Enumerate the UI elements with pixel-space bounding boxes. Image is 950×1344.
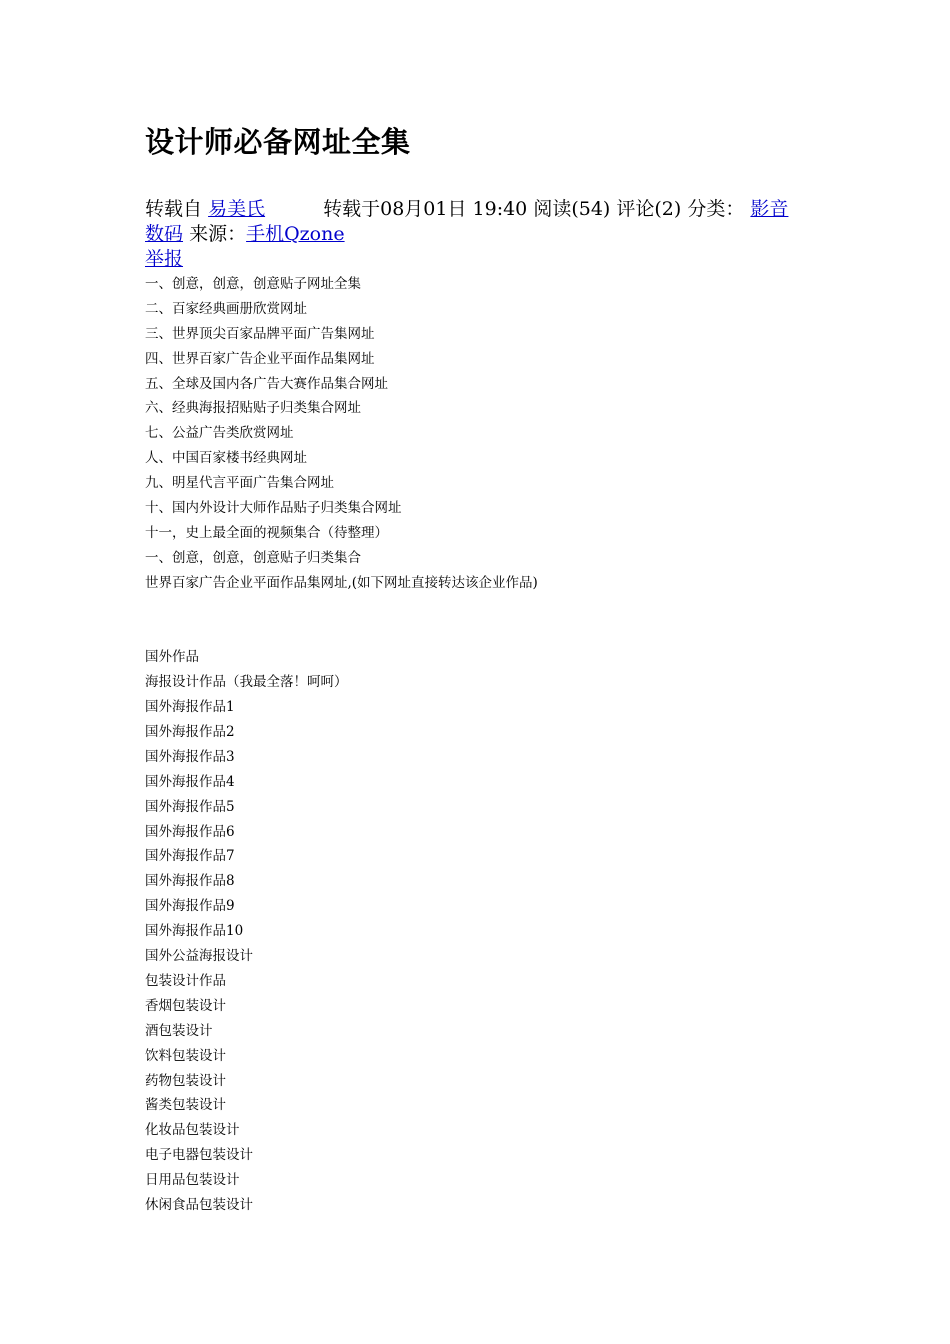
- works-item: 国外作品: [145, 649, 199, 666]
- works-item: 国外公益海报设计: [145, 948, 253, 965]
- works-item: 国外海报作品7: [145, 848, 235, 865]
- article-title: 设计师必备网址全集: [145, 125, 411, 159]
- toc-item: 十、国内外设计大师作品贴子归类集合网址: [145, 500, 402, 517]
- works-item: 化妆品包装设计: [145, 1122, 240, 1139]
- source-link[interactable]: 手机Qzone: [246, 223, 345, 245]
- article-meta: [145, 197, 805, 272]
- category-label: 分类：: [687, 198, 745, 220]
- toc-item: 人、中国百家楼书经典网址: [145, 450, 307, 467]
- works-item: 包装设计作品: [145, 972, 226, 989]
- works-item: 国外海报作品5: [145, 798, 235, 815]
- works-item: 饮料包装设计: [145, 1047, 226, 1064]
- reprint-time: 转载于08月01日 19:40: [323, 198, 528, 220]
- toc-item: 四、世界百家广告企业平面作品集网址: [145, 350, 375, 367]
- works-item: 国外海报作品6: [145, 823, 235, 840]
- works-item: 日用品包装设计: [145, 1172, 240, 1189]
- works-item: 酒包装设计: [145, 1022, 213, 1039]
- toc-item: 十一，史上最全面的视频集合（待整理）: [145, 524, 388, 541]
- works-item: 酱类包装设计: [145, 1097, 226, 1114]
- works-item: 国外海报作品2: [145, 724, 235, 741]
- blank-line: [145, 620, 538, 645]
- toc-item: 世界百家广告企业平面作品集网址,(如下网址直接转达该企业作品): [145, 574, 538, 591]
- blank-line: [145, 596, 538, 621]
- works-item: 国外海报作品9: [145, 898, 235, 915]
- works-item: 国外海报作品10: [145, 923, 244, 940]
- toc-item: 一、创意，创意，创意贴子归类集合: [145, 549, 361, 566]
- works-item: 香烟包装设计: [145, 997, 226, 1014]
- works-item: 国外海报作品1: [145, 699, 235, 716]
- works-item: 药物包装设计: [145, 1072, 226, 1089]
- toc-item: 九、明星代言平面广告集合网址: [145, 475, 334, 492]
- category-link[interactable]: 影音数码: [145, 198, 789, 245]
- works-item: 国外海报作品3: [145, 748, 235, 765]
- toc-item: 六、经典海报招贴贴子归类集合网址: [145, 400, 361, 417]
- works-item: 电子电器包装设计: [145, 1147, 253, 1164]
- toc-item: 二、百家经典画册欣赏网址: [145, 300, 307, 317]
- works-item: 海报设计作品（我最全落！呵呵）: [145, 674, 348, 691]
- toc-item: 七、公益广告类欣赏网址: [145, 425, 294, 442]
- comment-count: 评论(2): [616, 198, 682, 220]
- reprint-from-label: 转载自: [145, 198, 203, 220]
- toc-item: 五、全球及国内各广告大赛作品集合网址: [145, 375, 388, 392]
- works-item: 国外海报作品8: [145, 873, 235, 890]
- author-link[interactable]: 易美氏: [208, 198, 266, 220]
- works-item: 休闲食品包装设计: [145, 1196, 253, 1213]
- works-item: 国外海报作品4: [145, 773, 235, 790]
- content-lines: [145, 272, 538, 1218]
- toc-item: 三、世界顶尖百家品牌平面广告集网址: [145, 325, 375, 342]
- report-link[interactable]: 举报: [145, 248, 184, 270]
- source-label: 来源：: [189, 223, 247, 245]
- read-count: 阅读(54): [533, 198, 611, 220]
- toc-item: 一、创意，创意，创意贴子网址全集: [145, 276, 361, 292]
